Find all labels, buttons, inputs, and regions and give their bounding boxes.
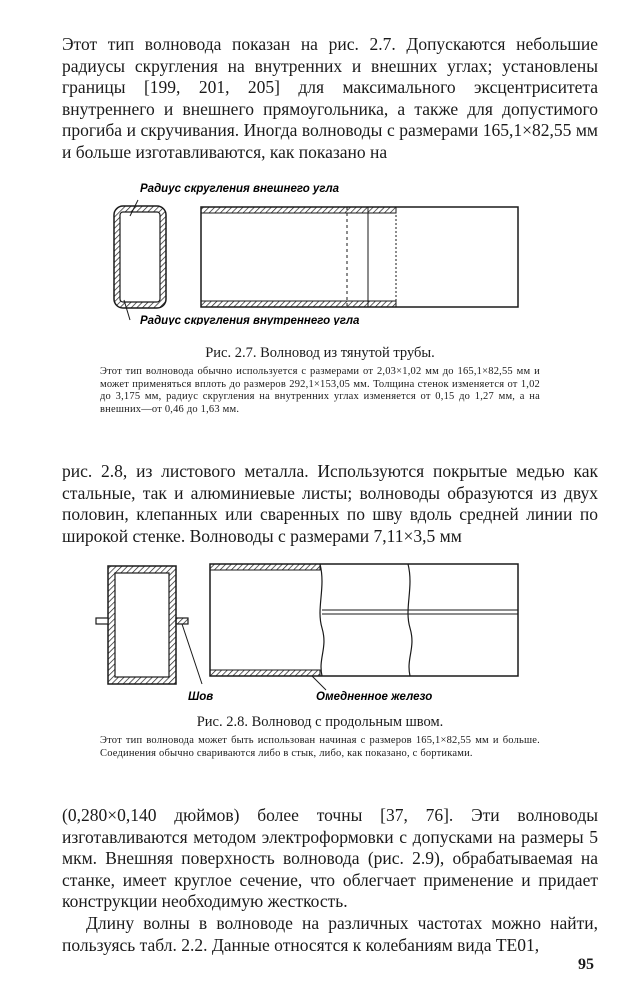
figure-2-7	[100, 180, 530, 325]
fig27-cross-section	[114, 206, 166, 308]
paragraph-1: Этот тип волновода показан на рис. 2.7. Допускаются небольшие радиусы скругления на внутренних и внешних углах; установлены границы [199, 201, 205] для максимального эксцентриситета внутреннего и внешнего прямоугольника, а также для допустимого прогиба и скручивания. Иногда волноводы с размерами 165,1×82,55 мм и больше изготавливаются, как показано на	[62, 34, 598, 162]
paragraph-2: рис. 2.8, из листового металла. Используются покрытые медью как стальные, так и алюминиевые листы; волноводы образуются из двух половин, клепанных или сваренных по шву вдоль средней линии по широкой стенке. Волноводы с размерами 7,11×3,5 мм	[62, 461, 598, 546]
fig28-tube-side-view	[210, 564, 518, 676]
figure-2-8	[90, 558, 530, 708]
fig28-note: Этот тип волновода может быть использован начиная с размеров 165,1×82,55 мм и больше. Соединения обычно свариваются либо в стык, либо, как показано, с бортиками.	[100, 735, 540, 759]
fig28-caption: Рис. 2.8. Волновод с продольным швом.	[196, 714, 444, 730]
paragraph-4: Длину волны в волноводе на различных частотах можно найти, пользуясь табл. 2.2. Данные относятся к колебаниям вида TE01,	[62, 913, 598, 955]
fig27-note: Этот тип волновода обычно используется с размерами от 2,03×1,02 мм до 165,1×82,55 мм и может применяться вплоть до размеров 292,1×153,05 мм. Толщина стенок изменяется от 1,02 до 3,175 мм, радиус скругления на внутренних углах изменяется от 0,15 до 1,27 мм, а на внешних—от 0,46 до 1,63 мм.	[100, 366, 540, 415]
fig27-label-outer-radius: Радиус скругления внешнего угла	[140, 183, 340, 195]
fig28-cross-section	[96, 566, 188, 684]
fig28-label-seam: Шов	[188, 691, 214, 703]
paragraph-3: (0,280×0,140 дюймов) более точны [37, 76]. Эти волноводы изготавливаются методом электроформовки с допусками на размеры 5 мкм. Внешняя поверхность волновода (рис. 2.9), обрабатываемая на станке, имеет круглое сечение, что облегчает применение и придает конструкции необходимую жесткость.	[62, 805, 598, 911]
fig28-label-copper-iron: Омедненное железо	[316, 691, 433, 703]
page-number: 95	[578, 956, 594, 973]
fig27-caption: Рис. 2.7. Волновод из тянутой трубы.	[205, 345, 435, 361]
fig27-label-inner-radius: Радиус скругления внутреннего угла	[140, 315, 360, 325]
fig27-tube-side-view	[201, 207, 518, 307]
